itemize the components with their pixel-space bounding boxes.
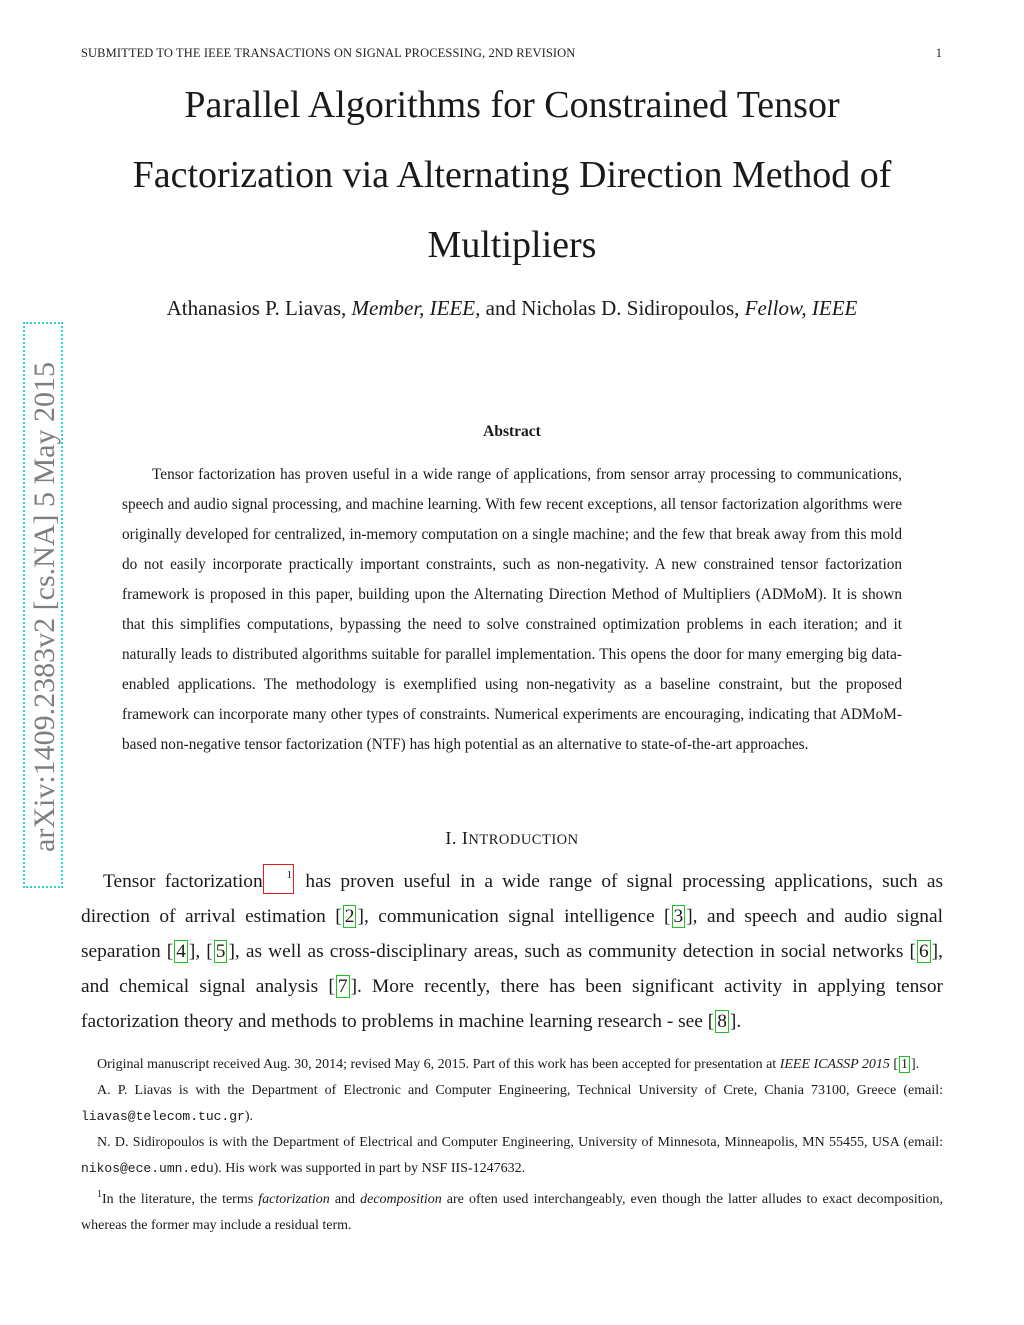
arxiv-stamp-link[interactable] (23, 322, 63, 888)
section-heading-introduction (81, 828, 943, 849)
page-number: 1 (935, 46, 942, 60)
intro-text: ], as well as cross-disciplinary areas, such as community detection in social networks [ (228, 941, 916, 962)
abstract-paragraph: Tensor factorization has proven useful in a wide range of applications, from sensor array processing to communications, speech and audio signal processing, and machine learning. With few recent exceptions, all tensor factorization algorithms were originally developed for centralized, in-memory computation on a single machine; and the few that break away from this mold do not easily incorporate practically important constraints, such as non-negativity. A new constrained tensor factorization framework is proposed in this paper, building upon the Alternating Direction Method of Multipliers (ADMoM). It is shown that this simplifies computations, bypassing the need to solve constrained optimization problems in each iteration; and it naturally leads to distributed algorithms suitable for parallel implementation. This opens the door for many emerging big data-enabled applications. The methodology is exemplified using non-negativity as a baseline constraint, but the proposed framework can incorporate many other types of constraints. Numerical experiments are encouraging, indicating that ADMoM-based non-negative tensor factorization (NTF) has high potential as an alternative to state-of-the-art approaches. (122, 466, 902, 753)
title-line-3: Multipliers (427, 224, 597, 266)
citation-link-3[interactable]: 3 (673, 906, 684, 927)
author-line (81, 296, 943, 321)
introduction-body (81, 864, 943, 1039)
intro-text: Tensor factorization (103, 871, 263, 892)
abstract-heading: Abstract (483, 423, 541, 440)
note-text: ). His work was supported in part by NSF IIS-1247632. (213, 1161, 526, 1176)
footnotes (81, 1052, 943, 1239)
manuscript-note (81, 1052, 943, 1078)
footnote-1 (81, 1182, 943, 1239)
section-title-rest: NTRODUCTION (468, 832, 579, 848)
note-venue: IEEE ICASSP 2015 (779, 1057, 890, 1072)
running-header: SUBMITTED TO THE IEEE TRANSACTIONS ON SIGNAL PROCESSING, 2ND REVISION (81, 46, 576, 60)
note-text: [ (889, 1057, 899, 1072)
citation-link-7[interactable]: 7 (337, 976, 348, 997)
footnote-marker: 1 (97, 1189, 102, 1200)
note-text: ). (244, 1109, 253, 1124)
intro-text: ], communication signal intelligence [ (357, 906, 671, 927)
note-text: In the literature, the terms (102, 1192, 259, 1207)
citation-link-6[interactable]: 6 (918, 941, 929, 962)
section-first-letter: I (461, 828, 469, 848)
citation-link-1[interactable]: 1 (901, 1057, 909, 1072)
liavas-email: liavas@telecom.tuc.gr (81, 1109, 245, 1124)
arxiv-stamp-text: arXiv:1409.2383v2 [cs.NA] 5 May 2015 (28, 362, 61, 852)
intro-text: ], and speech and audio signal separation [ (81, 906, 943, 962)
title-line-1: Parallel Algorithms for Constrained Tensor (184, 84, 840, 126)
note-text: ]. (911, 1057, 920, 1072)
note-text: N. D. Sidiropoulos is with the Department of Electrical and Computer Engineering, University of Minnesota, Minneapolis, MN 55455, USA (email: (97, 1135, 943, 1150)
author-1-name: Athanasios P. Liavas, (166, 296, 347, 320)
author-conjunction: and (485, 296, 516, 320)
citation-link-4[interactable]: 4 (176, 941, 186, 962)
citation-link-8[interactable]: 8 (717, 1011, 727, 1032)
section-numeral: I. (445, 828, 457, 848)
paper-title (81, 70, 943, 280)
author-2-name: Nicholas D. Sidiropoulos, (521, 296, 740, 320)
citation-link-2[interactable]: 2 (344, 906, 355, 927)
intro-text: ]. More recently, there has been significant activity in applying tensor factorization theory and methods to problems in machine learning research - see [ (81, 976, 943, 1032)
note-text: and (329, 1192, 361, 1207)
sidiropoulos-affiliation-note (81, 1130, 943, 1182)
footnote-link-1[interactable]: 1 (263, 864, 295, 894)
sidiropoulos-email: nikos@ece.umn.edu (81, 1161, 214, 1176)
note-text: are often used interchangeably, even though the latter alludes to exact decomposition, whereas the former may include a residual term. (81, 1192, 944, 1233)
title-line-2: Factorization via Alternating Direction Method of (132, 154, 892, 196)
note-text: A. P. Liavas is with the Department of Electronic and Computer Engineering, Technical University of Crete, Chania 73100, Greece (email: (97, 1083, 943, 1098)
intro-text: has proven useful in a wide range of signal processing applications, such as direction of arrival estimation [ (81, 871, 943, 927)
note-text: Original manuscript received Aug. 30, 2014; revised May 6, 2015. Part of this work has been accepted for presentation at (97, 1057, 780, 1072)
abstract-body (122, 460, 902, 760)
citation-link-5[interactable]: 5 (215, 941, 226, 962)
footnote-term: factorization (258, 1192, 330, 1207)
footnote-term: decomposition (360, 1192, 442, 1207)
liavas-affiliation-note (81, 1078, 943, 1130)
introduction-paragraph (81, 864, 943, 1039)
intro-text: ], [ (188, 941, 213, 962)
intro-text: ]. (729, 1011, 742, 1032)
author-2-role: Fellow, IEEE (744, 296, 858, 320)
author-1-role: Member, IEEE, (351, 296, 481, 320)
intro-text: ], and chemical signal analysis [ (81, 941, 943, 997)
